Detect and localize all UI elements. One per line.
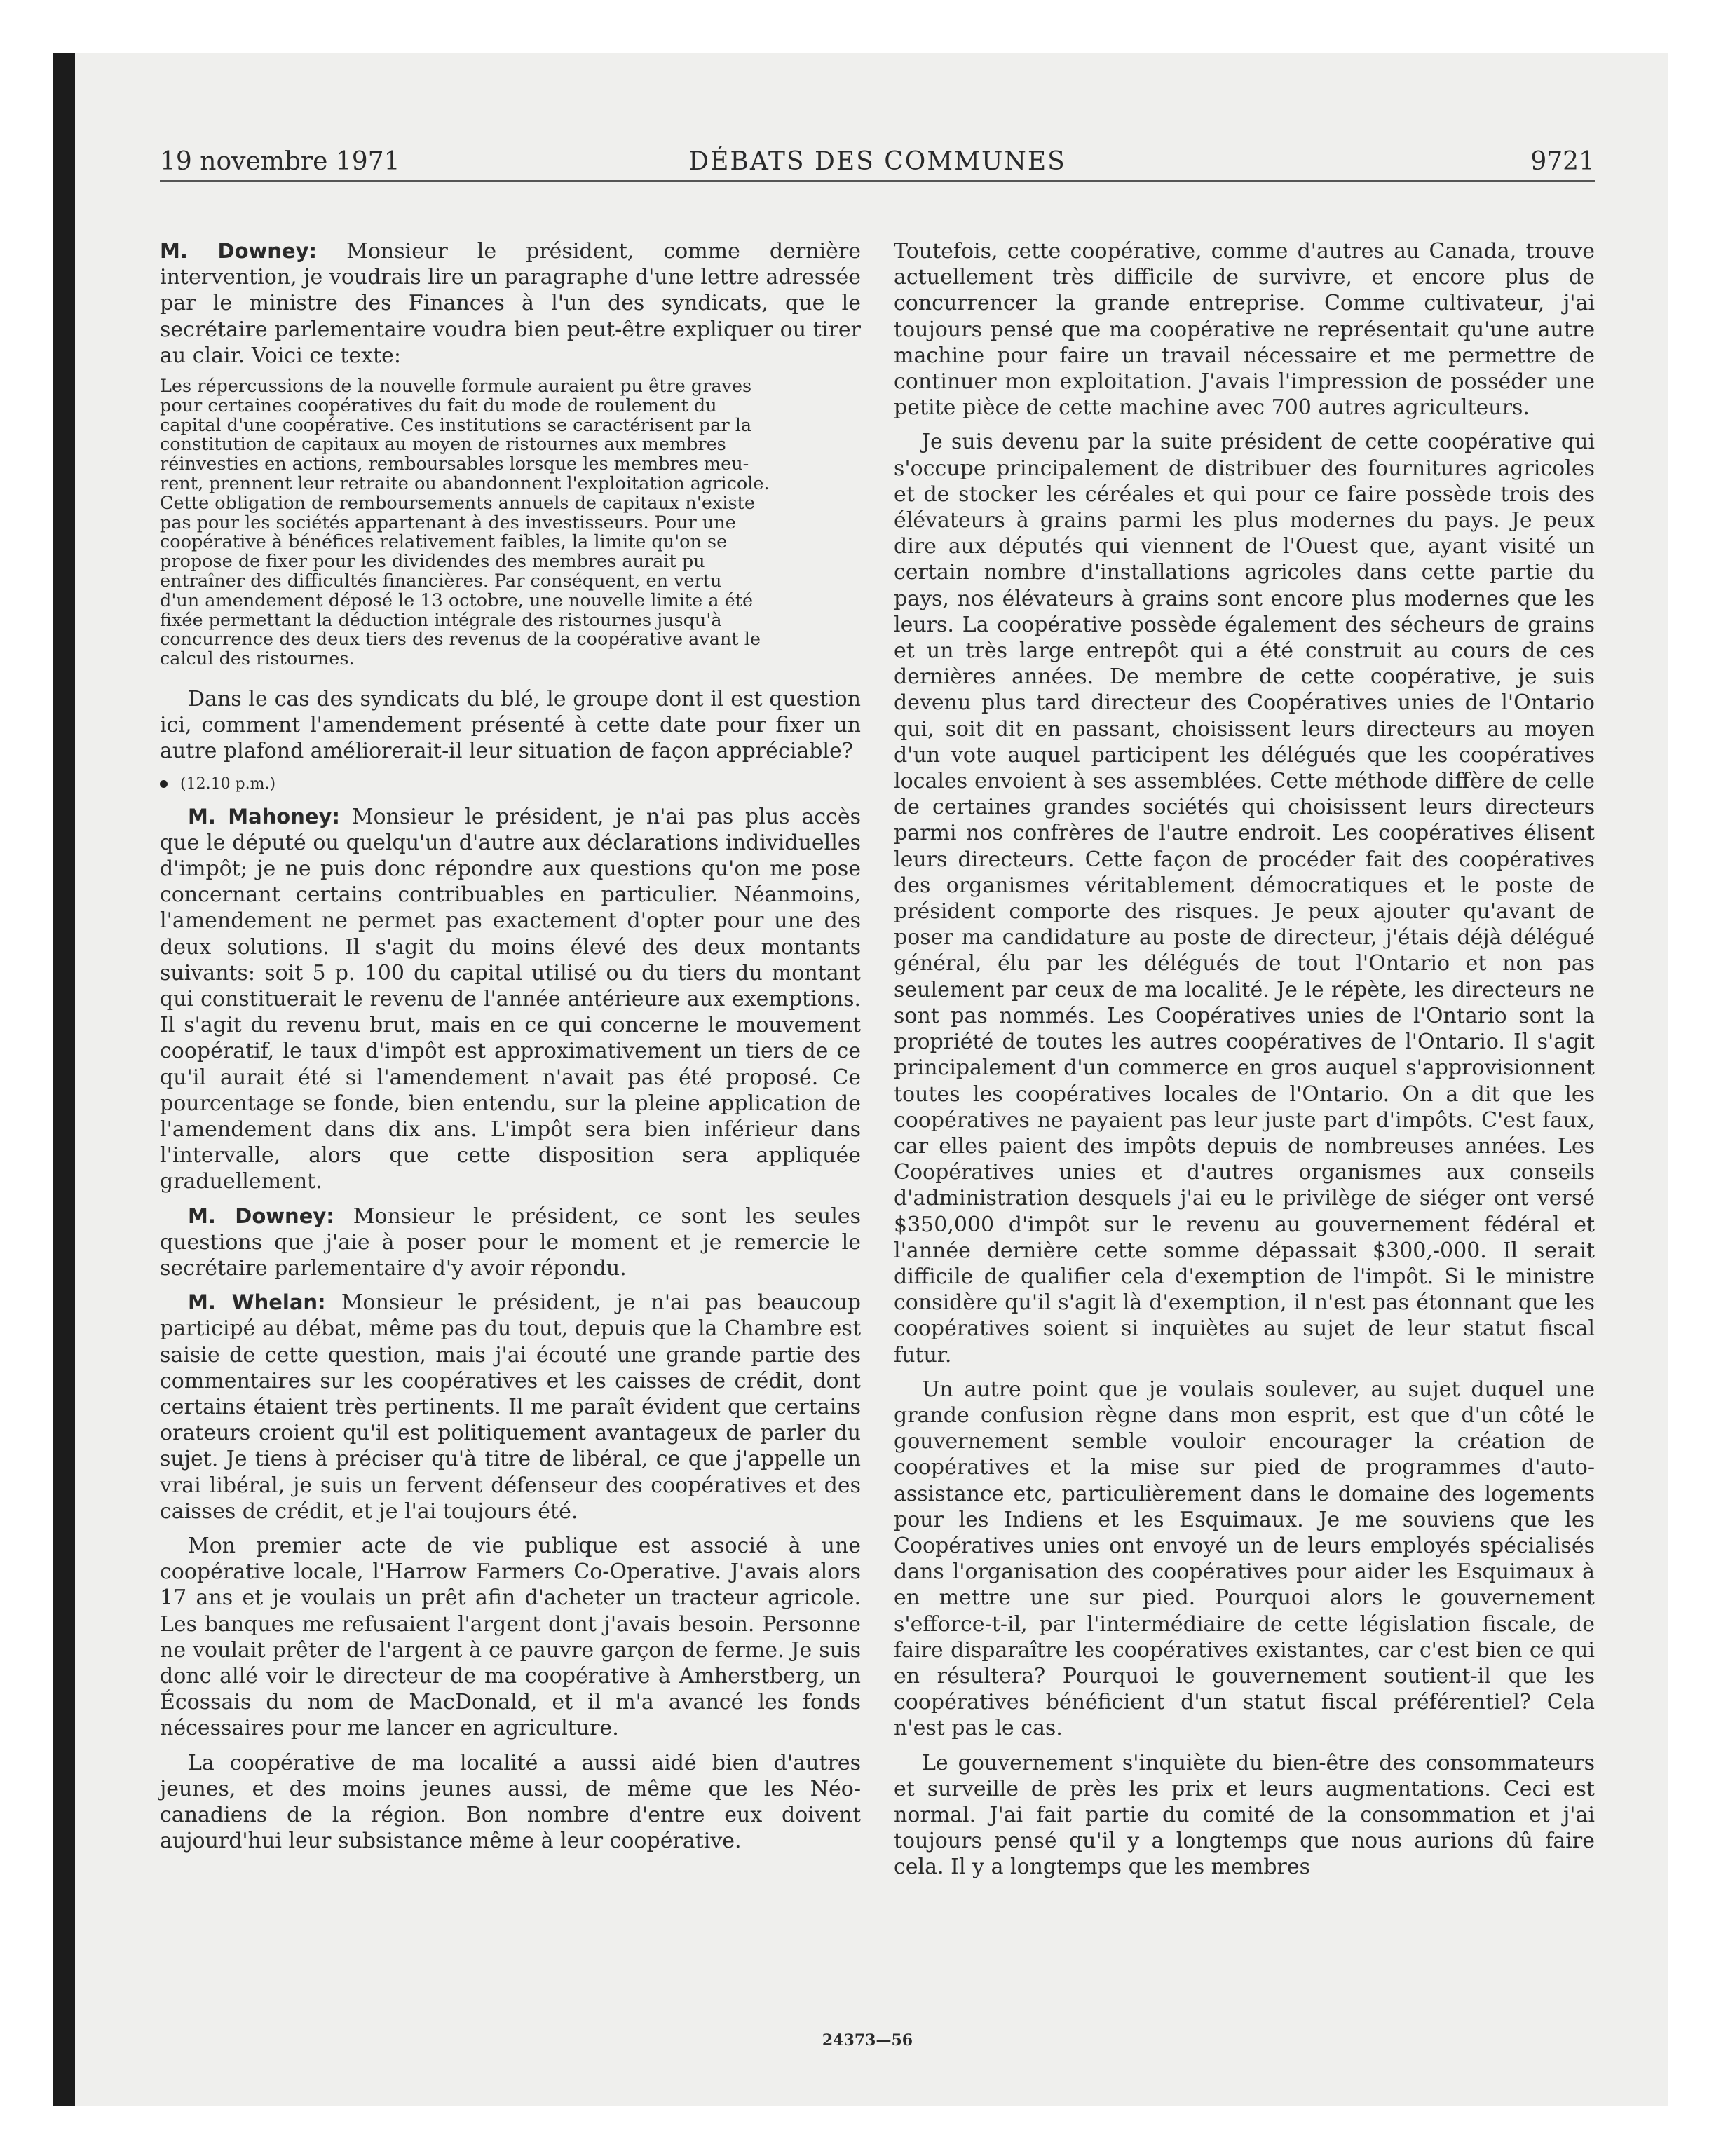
header-date: 19 novembre 1971 bbox=[160, 147, 400, 176]
quote-line: coopérative à bénéfices relativement faibles, la limite qu'on se bbox=[160, 531, 728, 553]
quote-line: pour certaines coopératives du fait du mode de roulement du bbox=[160, 395, 717, 416]
paragraph: La coopérative de ma localité a aussi aidé bien d'autres jeunes, et des moins jeunes aussi, de même que les Néo-canadiens de la région. Bon nombre d'entre eux doivent aujourd'hui leur subsistance même à leur coopérative. bbox=[160, 1750, 861, 1854]
bullet-icon bbox=[160, 780, 168, 788]
left-column bbox=[160, 238, 861, 1863]
speech-text: Monsieur le président, comme dernière intervention, je voudrais lire un paragraphe d'une lettre adressée par le ministre des Finances à l'un des syndicats, que le secrétaire parlementaire voudra bien peut-être expliquer ou tirer au clair. Voici ce texte: bbox=[160, 239, 861, 368]
paragraph: Le gouvernement s'inquiète du bien-être des consommateurs et surveille de près les prix et leurs augmentations. Ceci est normal. J'ai fait partie du comité de la consommation et j'ai toujours pensé qu'il y a longtemps que nous aurions dû faire cela. Il y a longtemps que les membres bbox=[894, 1750, 1595, 1880]
speaker-name: M. Downey: bbox=[188, 1203, 334, 1228]
paragraph: Toutefois, cette coopérative, comme d'autres au Canada, trouve actuellement très difficile de survivre, et encore plus de concurrencer la grande entreprise. Comme cultivateur, j'ai toujours pensé que ma coopérative ne représentait qu'une autre machine pour faire un travail nécessaire et me permettre de continuer mon exploitation. J'avais l'impression de posséder une petite pièce de cette machine avec 700 autres agriculteurs. bbox=[894, 239, 1595, 421]
quote-line: Les répercussions de la nouvelle formule auraient pu être graves bbox=[160, 376, 752, 397]
timestamp-text: (12.10 p.m.) bbox=[180, 775, 276, 793]
print-code: 24373—56 bbox=[822, 2031, 913, 2049]
paragraph bbox=[160, 1290, 861, 1524]
binding-edge bbox=[53, 53, 75, 2106]
paragraph bbox=[160, 238, 861, 369]
quote-line: Cette obligation de remboursements annuels de capitaux n'existe bbox=[160, 492, 755, 514]
paragraph: Mon premier acte de vie publique est associé à une coopérative locale, l'Harrow Farmers Co-Operative. J'avais alors 17 ans et je voulais un prêt afin d'acheter un tracteur agricole. Les banques me refusaient l'argent dont j'avais besoin. Personne ne voulait prêter de l'argent à ce pauvre garçon de ferme. Je suis donc allé voir le directeur de ma coopérative à Amherstberg, un Écossais du nom de MacDonald, et il m'a avancé les fonds nécessaires pour me lancer en agriculture. bbox=[160, 1534, 861, 1741]
paragraph bbox=[160, 804, 861, 1195]
header-title: DÉBATS DES COMMUNES bbox=[688, 147, 1066, 176]
quote-line: fixée permettant la déduction intégrale des ristournes jusqu'à bbox=[160, 609, 722, 631]
paragraph: Dans le cas des syndicats du blé, le groupe dont il est question ici, comment l'amendement présenté à cette date pour fixer un autre plafond améliorerait-il leur situation de façon appréciable? bbox=[160, 686, 861, 764]
quote-line: réinvesties en actions, remboursables lorsque les membres meu- bbox=[160, 453, 749, 475]
paragraph: Un autre point que je voulais soulever, au sujet duquel une grande confusion règne dans mon esprit, est que d'un côté le gouvernement semble vouloir encourager la création de coopératives et la mise sur pied de programmes d'auto-assistance etc, particulièrement dans le domaine des logements pour les Indiens et les Esquimaux. Je me souviens que les Coopératives unies ont envoyé un de leurs employés spécialisés dans l'organisation des coopératives pour aider les Esquimaux à en mettre une sur pied. Pourquoi alors le gouvernement s'efforce-t-il, par l'intermédiaire de cette législation fiscale, de faire disparaître les coopératives existantes, car c'est bien ce qui en résultera? Pourquoi le gouvernement soutient-il que les coopératives bénéficient d'un statut fiscal préférentiel? Cela n'est pas le cas. bbox=[894, 1377, 1595, 1741]
quote-line: calcul des ristournes. bbox=[160, 648, 355, 670]
speaker-name: M. Downey: bbox=[160, 239, 318, 263]
timestamp bbox=[160, 773, 861, 796]
quote-line: propose de fixer pour les dividendes des membres aurait pu bbox=[160, 551, 705, 573]
paragraph: Je suis devenu par la suite président de cette coopérative qui s'occupe principalement de distribuer des fournitures agricoles et de stocker les céréales et qui pour ce faire possède trois des élévateurs à grains parmi les plus modernes du pays. Je peux dire aux députés qui viennent de l'Ouest que, ayant visité un certain nombre d'installations agricoles dans cette partie du pays, nos élévateurs à grains sont encore plus modernes que les leurs. La coopérative possède également des sécheurs de grains et un très large entrepôt qui a été construit au cours de ces dernières années. De membre de cette coopérative, je suis devenu plus tard directeur des Coopératives unies de l'Ontario qui, soit dit en passant, choisissent leurs directeurs au moyen d'un vote auquel participent les délégués que les coopératives locales envoient à ses assemblées. Cette méthode diffère de celle de certaines grandes sociétés qui choisissent leurs directeurs parmi nos confrères de l'autre endroit. Les coopératives élisent leurs directeurs. Cette façon de procéder fait des coopératives des organismes véritablement démocratiques et le poste de président comporte des risques. Je peux ajouter qu'avant de poser ma candidature au poste de directeur, j'étais déjà délégué général, élu par les délégués de tout l'Ontario et non pas seulement par ceux de ma localité. Je le répète, les directeurs ne sont pas nommés. Les Coopératives unies de l'Ontario sont la propriété de toutes les autres coopératives de l'Ontario. Il s'agit principalement d'un commerce en gros auquel s'approvisionnent toutes les coopératives locales de l'Ontario. On a dit que les coopératives ne payaient pas leur juste part d'impôts. C'est faux, car elles paient des impôts depuis de nombreuses années. Les Coopératives unies et d'autres organismes aux conseils d'administration desquels j'ai eu le privilège de siéger ont versé $350,000 d'impôt sur le revenu au gouvernement fédéral et l'année dernière cette somme dépassait $300,-000. Il serait difficile de qualifier cela d'exemption de l'impôt. Si le ministre considère qu'il s'agit là d'exemption, il n'est pas étonnant que les coopératives soient si inquiètes au sujet de leur statut fiscal futur. bbox=[894, 430, 1595, 1367]
quote-line: concurrence des deux tiers des revenus de la coopérative avant le bbox=[160, 629, 761, 650]
speech-text: Monsieur le président, ce sont les seules questions que j'aie à poser pour le moment et je remercie le secrétaire parlementaire d'y avoir répondu. bbox=[160, 1203, 861, 1281]
speaker-name: M. Whelan: bbox=[188, 1290, 326, 1315]
page-header bbox=[160, 144, 1595, 182]
paragraph bbox=[160, 1203, 861, 1282]
quote-line: constitution de capitaux au moyen de ristournes aux membres bbox=[160, 434, 726, 456]
quoted-letter bbox=[160, 377, 861, 669]
quote-line: pas pour les sociétés appartenant à des investisseurs. Pour une bbox=[160, 512, 736, 533]
speech-text: Monsieur le président, je n'ai pas plus accès que le député ou quelqu'un d'autre aux déclarations individuelles d'impôt; je ne puis donc répondre aux questions qu'on me pose concernant certains contribuables en particulier. Néanmoins, l'amendement ne permet pas exactement d'opter pour une des deux solutions. Il s'agit du moins élevé des deux montants suivants: soit 5 p. 100 du capital utilisé ou du tiers du montant qui constituerait le revenu de l'année antérieure aux exemptions. Il s'agit du revenu brut, mais en ce qui concerne le mouvement coopératif, le taux d'impôt est approximativement un tiers de ce qu'il aurait été si l'amendement n'avait pas été proposé. Ce pourcentage se fonde, bien entendu, sur la pleine application de l'amendement dans dix ans. L'impôt sera bien inférieur dans l'intervalle, alors que cette disposition sera appliquée graduellement. bbox=[160, 804, 861, 1194]
speaker-name: M. Mahoney: bbox=[188, 804, 341, 828]
quote-line: entraîner des difficultés financières. Par conséquent, en vertu bbox=[160, 570, 722, 592]
speech-text: Monsieur le président, je n'ai pas beaucoup participé au débat, même pas du tout, depuis que la Chambre est saisie de cette question, mais j'ai écouté une grande partie des commentaires sur les coopératives et les caisses de crédit, dont certains étaient très pertinents. Il me paraît évident que certains orateurs croient qu'il est politiquement avantageux de parler du sujet. Je tiens à préciser qu'à titre de libéral, ce que j'appelle un vrai libéral, je suis un fervent défenseur des coopératives et des caisses de crédit, et je l'ai toujours été. bbox=[160, 1290, 861, 1524]
quote-line: rent, prennent leur retraite ou abandonnent l'exploitation agricole. bbox=[160, 473, 770, 494]
header-page-number: 9721 bbox=[1530, 147, 1595, 176]
right-column bbox=[894, 238, 1595, 1889]
quote-line: d'un amendement déposé le 13 octobre, une nouvelle limite a été bbox=[160, 589, 754, 611]
quote-line: capital d'une coopérative. Ces institutions se caractérisent par la bbox=[160, 414, 752, 436]
